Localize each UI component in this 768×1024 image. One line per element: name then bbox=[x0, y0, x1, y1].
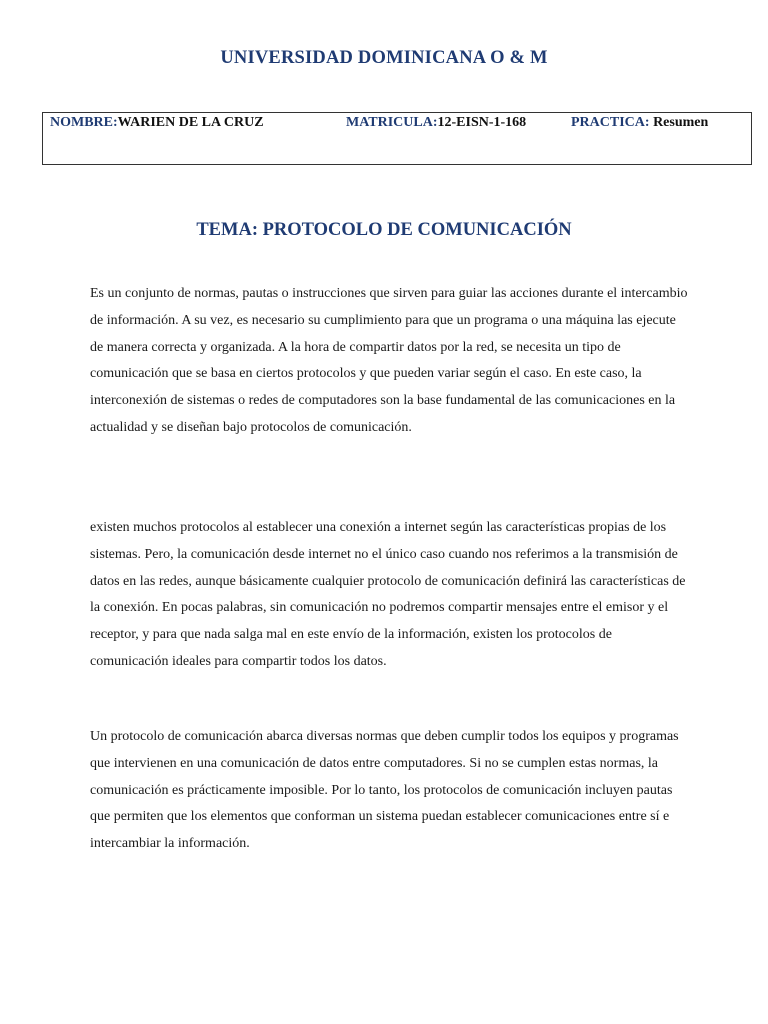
matricula-label: MATRICULA: bbox=[346, 115, 438, 130]
matricula-value: 12-EISN-1-168 bbox=[437, 115, 527, 130]
paragraph-3: Un protocolo de comunicación abarca diversas normas que deben cumplir todos los equipos y programas que intervienen en una comunicación de datos entre computadores. Si no se cumplen estas normas, la comunicación es prácticamente imposible. Por lo tanto, los protocolos de comunicación incluyen pautas que permiten que los elementos que conforman un sistema puedan establecer comunicaciones entre sí e intercambiar la información. bbox=[90, 729, 679, 852]
practica-value: Resumen bbox=[649, 115, 709, 130]
practica-label: PRACTICA: bbox=[571, 115, 650, 130]
matricula-field bbox=[346, 115, 526, 131]
paragraph-1: Es un conjunto de normas, pautas o instrucciones que sirven para guiar las acciones durante el intercambio de información. A su vez, es necesario su cumplimiento para que un programa o una máquina las ejecute de manera correcta y organizada. A la hora de compartir datos por la red, se necesita un tipo de comunicación que se basa en ciertos protocolos y que pueden variar según el caso. En este caso, la interconexión de sistemas o redes de computadores son la base fundamental de las comunicaciones en la actualidad y se diseñan bajo protocolos de comunicación. bbox=[90, 286, 688, 435]
paragraph-2: existen muchos protocolos al establecer una conexión a internet según las características propias de los sistemas. Pero, la comunicación desde internet no el único caso cuando nos referimos a la transmisión de datos en las redes, aunque básicamente cualquier protocolo de comunicación definirá las características de la conexión. En pocas palabras, sin comunicación no podremos compartir mensajes entre el emisor y el receptor, y para que nada salga mal en este envío de la información, existen los protocolos de comunicación ideales para compartir todos los datos. bbox=[90, 520, 686, 669]
practica-field bbox=[571, 115, 708, 131]
nombre-label: NOMBRE: bbox=[50, 115, 118, 130]
topic-heading: TEMA: PROTOCOLO DE COMUNICACIÓN bbox=[196, 220, 572, 240]
document-title: UNIVERSIDAD DOMINICANA O & M bbox=[220, 48, 548, 68]
student-info-box bbox=[42, 112, 752, 165]
nombre-value: WARIEN DE LA CRUZ bbox=[117, 115, 264, 130]
nombre-field bbox=[50, 115, 264, 131]
